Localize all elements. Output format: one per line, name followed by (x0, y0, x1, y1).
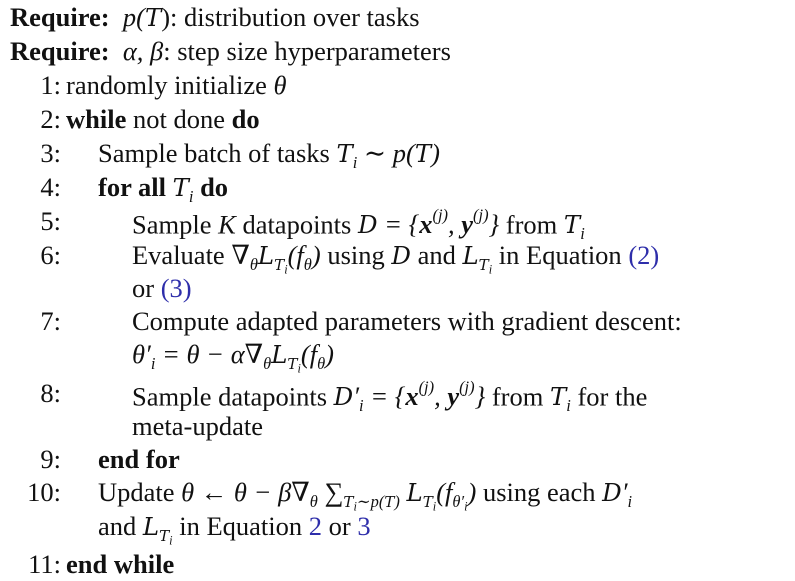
line-text: not done (126, 104, 232, 134)
algorithm-line-8 (132, 380, 647, 415)
line-text: from (499, 209, 564, 240)
line-text: Sample datapoints (132, 381, 334, 412)
keyword-end-while: end while (66, 549, 175, 579)
algorithm-line-6 (132, 242, 659, 276)
line-number-6: 6: (40, 240, 61, 270)
require-keyword: Require: (10, 36, 110, 66)
math-meta-update: θ ← $\theta - \beta\nabla_\theta$ $\sum_{T_i\sim p(T)}$ $L_{T_i}(f_{\theta'_i})$ (181, 477, 477, 514)
math-task-set: T (144, 3, 162, 32)
line-text: for the (570, 381, 648, 412)
algorithm-line-8-cont (132, 413, 263, 440)
keyword-end-for: end for (98, 444, 180, 474)
math-dataset-d: D (391, 241, 411, 270)
line-number-3: 3: (40, 138, 61, 168)
line-text: using each (476, 477, 603, 507)
line-text: Sample batch of tasks (98, 138, 337, 168)
line-number-8: 8: (40, 378, 61, 408)
algorithm-line-10-cont (98, 513, 371, 547)
math-p: p( (122, 2, 145, 32)
keyword-do: do (200, 172, 229, 202)
algorithm-line-3 (98, 140, 440, 171)
algorithm-line-9 (98, 446, 180, 473)
math-loss: $L_{T_i}$ (462, 241, 493, 277)
line-text: Evaluate (132, 240, 232, 270)
math-dataset-prime: $D'_i$ (602, 477, 633, 511)
math-alpha-beta: α, β (122, 36, 164, 66)
math-theta: θ (273, 70, 287, 100)
math-task-i: $T_i$ (172, 173, 194, 206)
require-line-2 (10, 38, 451, 65)
math-task-i: $T_i$ (563, 210, 585, 244)
line-text: randomly initialize (66, 70, 274, 100)
line-number-1: 1: (40, 70, 61, 100)
line-text: and (98, 511, 143, 541)
line-text: meta-update (132, 411, 263, 441)
line-number-2: 2: (40, 104, 61, 134)
line-text: Update (98, 477, 182, 507)
line-text: from (485, 381, 550, 412)
line-text: Sample (132, 209, 219, 240)
math-task-i: $T_i$ (549, 382, 571, 416)
algorithm-line-2 (66, 106, 260, 133)
equation-reference-link[interactable]: 3 (357, 511, 371, 541)
math-k: K (218, 209, 236, 240)
algorithm-line-10 (98, 479, 632, 513)
line-text: or (132, 273, 161, 303)
math-loss: $L_{T_i}$ (142, 512, 173, 548)
equation-reference-link[interactable]: 2 (308, 511, 322, 541)
require-text: ): distribution over tasks (161, 2, 420, 32)
line-number-5: 5: (40, 206, 61, 236)
line-number-4: 4: (40, 172, 61, 202)
algorithm-line-4 (98, 174, 228, 205)
math-gradient-loss: $\nabla_\theta L_{T_i}(f_\theta)$ (231, 240, 321, 277)
line-text: Compute adapted parameters with gradient descent: (132, 306, 682, 336)
algorithm-line-7-cont (132, 341, 334, 375)
require-text: : step size hyperparameters (163, 36, 451, 66)
require-line-1 (10, 4, 420, 31)
line-text: using (320, 240, 392, 270)
line-text: datapoints (235, 209, 358, 240)
algorithm-line-5 (132, 208, 585, 243)
math-dataset-prime: $D'_i = \{x^{(j)}$, $y^{(j)}$} (333, 378, 486, 416)
algorithm-line-7 (132, 308, 787, 335)
line-text: and (410, 240, 463, 270)
line-number-11: 11: (28, 549, 61, 579)
equation-reference-link[interactable]: (3) (160, 273, 192, 303)
algorithm-line-1 (66, 72, 287, 99)
math-adapted-params: $\theta'_i = \theta - \alpha\nabla_\theta L_{T_i}(f_\theta)$ (132, 339, 334, 376)
line-text: or (322, 511, 358, 541)
line-text: in Equation (172, 511, 309, 541)
math-task-sample: $T_i$ ∼ p(T) (336, 138, 440, 172)
line-text: in Equation (492, 240, 629, 270)
keyword-do: do (231, 104, 260, 134)
math-dataset: $D = \{x^{(j)}$, $y^{(j)}$} (358, 206, 500, 240)
line-number-10: 10: (27, 477, 61, 507)
keyword-while: while (66, 104, 127, 134)
line-number-9: 9: (40, 444, 61, 474)
require-keyword: Require: (10, 2, 110, 32)
algorithm-line-6-cont (132, 275, 192, 302)
equation-reference-link[interactable]: (2) (628, 240, 660, 270)
line-number-7: 7: (40, 306, 61, 336)
algorithm-line-11 (66, 551, 174, 578)
keyword-for-all: for all (98, 172, 166, 202)
